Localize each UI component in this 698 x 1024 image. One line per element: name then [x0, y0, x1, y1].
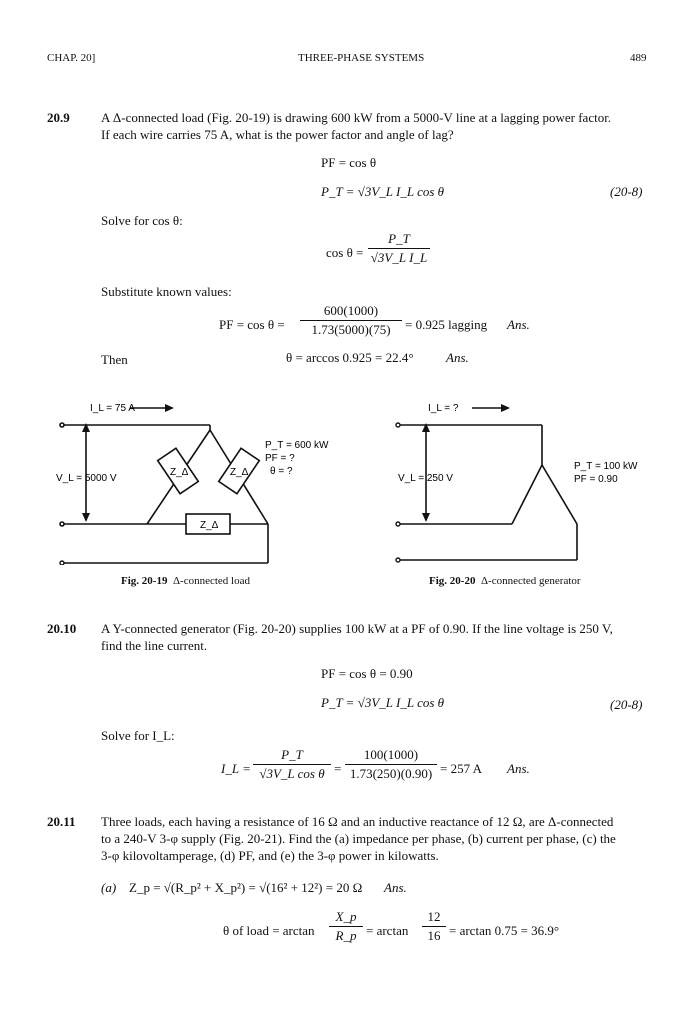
equation-pf: PF = cos θ = 0.90	[321, 666, 413, 681]
equation-lhs: θ of load = arctan	[223, 923, 315, 938]
fraction-denominator: 1.73(250)(0.90)	[349, 766, 433, 781]
equation-lhs: I_L =	[221, 761, 251, 776]
equation-power: P_T = √3V_L I_L cos θ	[321, 184, 445, 199]
equation-rhs: = 257 A	[440, 761, 483, 776]
equation-mid: = arctan	[366, 923, 409, 938]
figure-number: Fig. 20-19	[121, 575, 168, 587]
solve-for-text: Solve for I_L:	[101, 728, 175, 743]
fig20-pf-label: PF = 0.90	[574, 474, 618, 485]
answer-label: Ans.	[384, 880, 407, 895]
equation-rhs: = arctan 0.75 = 36.9°	[449, 923, 560, 938]
answer-label: Ans.	[446, 350, 469, 365]
fraction-numerator: P_T	[253, 747, 331, 765]
fig19-theta-label: θ = ?	[270, 466, 293, 477]
then-text: Then	[101, 352, 128, 367]
fraction-denominator: √3V_L I_L	[370, 250, 428, 265]
fraction-denominator: 16	[427, 928, 441, 943]
fig20-power-label: P_T = 100 kW	[574, 461, 638, 472]
problem-number-20-9: 20.9	[47, 110, 70, 125]
problem-text-line: If each wire carries 75 A, what is the power factor and angle of lag?	[101, 127, 454, 142]
fraction-numerator: 12	[422, 909, 446, 927]
figure-caption	[429, 575, 581, 587]
equation-equals: =	[334, 761, 342, 776]
fig20-line-voltage-label: V_L = 250 V	[398, 473, 453, 484]
fig19-impedance-left: Z_Δ	[170, 467, 189, 478]
figure-caption	[121, 575, 250, 587]
fraction-numerator: 600(1000)	[300, 303, 402, 321]
problem-text-line: Three loads, each having a resistance of 16 Ω and an inductive reactance of 12 Ω, are Δ-connected	[101, 814, 614, 829]
chapter-label: CHAP. 20]	[47, 52, 96, 64]
problem-text-line: A Y-connected generator (Fig. 20-20) supplies 100 kW at a PF of 0.90. If the line voltage is 250 V,	[101, 621, 613, 636]
equation-lhs: cos θ =	[326, 245, 364, 260]
equation-tag: (20-8)	[610, 697, 643, 712]
fraction-denominator: √3V_L cos θ	[259, 766, 325, 781]
figure-caption-text: Δ-connected generator	[480, 575, 581, 587]
fraction	[300, 303, 402, 338]
fraction-numerator: X_p	[329, 909, 363, 927]
fraction	[253, 747, 331, 782]
fraction-numerator: P_T	[368, 231, 430, 249]
problem-text-line: find the line current.	[101, 638, 208, 653]
figure-caption-text: Δ-connected load	[172, 575, 250, 587]
fraction	[422, 909, 446, 944]
substitute-text: Substitute known values:	[101, 284, 232, 299]
fig20-line-current-label: I_L = ?	[428, 403, 459, 414]
equation-rhs: = 0.925 lagging	[405, 317, 488, 332]
fraction-numerator: 100(1000)	[345, 747, 437, 765]
problem-text-line: A Δ-connected load (Fig. 20-19) is drawing 600 kW from a 5000-V line at a lagging power factor.	[101, 110, 612, 125]
figure-number: Fig. 20-20	[429, 575, 476, 587]
fig19-power-label: P_T = 600 kW	[265, 440, 329, 451]
equation-power: P_T = √3V_L I_L cos θ	[321, 695, 445, 710]
figure-20-20-generator	[392, 395, 662, 565]
answer-label: Ans.	[507, 761, 530, 776]
equation-tag: (20-8)	[610, 184, 643, 199]
equation-theta: θ = arccos 0.925 = 22.4°	[286, 350, 414, 365]
solve-for-text: Solve for cos θ:	[101, 213, 183, 228]
running-title: THREE-PHASE SYSTEMS	[298, 52, 425, 64]
figure-20-19-delta-load	[50, 395, 360, 565]
fig19-pf-label: PF = ?	[265, 453, 295, 464]
page-number: 489	[630, 52, 647, 64]
fraction-denominator: 1.73(5000)(75)	[311, 322, 391, 337]
problem-number-20-10: 20.10	[47, 621, 77, 636]
fraction	[329, 909, 363, 944]
fig19-line-current-label: I_L = 75 A	[90, 403, 135, 414]
fraction	[345, 747, 437, 782]
problem-text-line: to a 240-V 3-φ supply (Fig. 20-21). Find the (a) impedance per phase, (b) current per phase, (c) the	[101, 831, 616, 846]
problem-number-20-11: 20.11	[47, 814, 76, 829]
part-label: (a)	[101, 880, 117, 895]
fig19-impedance-bottom: Z_Δ	[200, 520, 219, 531]
fraction-denominator: R_p	[335, 928, 357, 943]
equation-pf: PF = cos θ	[321, 155, 377, 170]
equation-lhs: PF = cos θ =	[219, 317, 285, 332]
fig19-impedance-right: Z_Δ	[230, 467, 249, 478]
problem-text-line: 3-φ kilovoltamperage, (d) PF, and (e) the 3-φ power in kilowatts.	[101, 848, 439, 863]
answer-label: Ans.	[507, 317, 530, 332]
fig19-line-voltage-label: V_L = 5000 V	[56, 473, 117, 484]
fraction	[368, 231, 430, 266]
equation-impedance: Z_p = √(R_p² + X_p²) = √(16² + 12²) = 20 Ω	[129, 880, 363, 895]
